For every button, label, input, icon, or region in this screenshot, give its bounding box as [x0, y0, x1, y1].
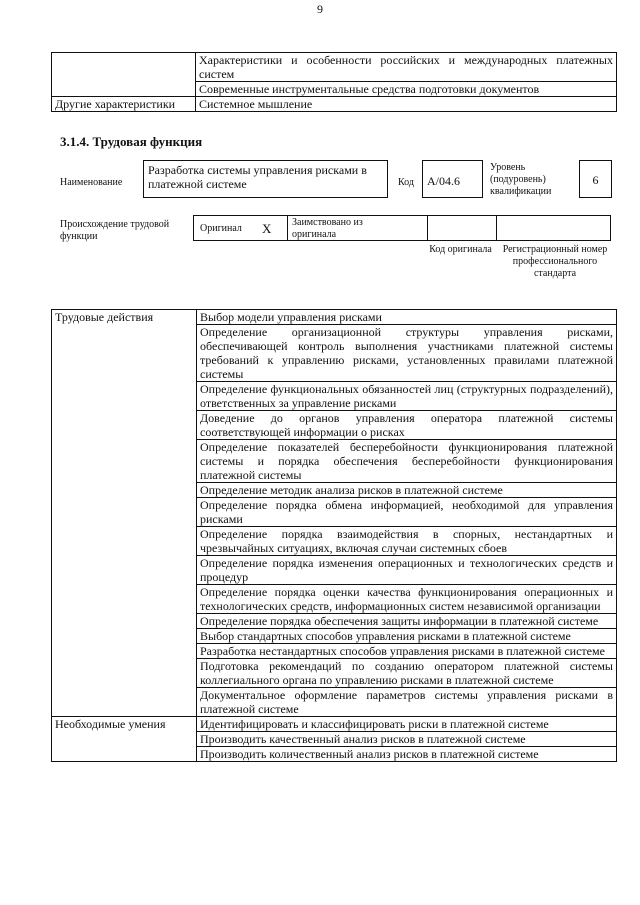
item-text: Производить качественный анализ рисков в платежной системе	[197, 732, 617, 747]
item-text: Определение функциональных обязанностей лиц (структурных подразделений), ответственных за управление рисками	[197, 382, 617, 411]
item-text: Определение порядка взаимодействия в спорных, нестандартных и чрезвычайных ситуациях, включая случаи системных сбоев	[197, 527, 617, 556]
origin-divider	[496, 216, 497, 240]
reg-number-caption: Регистрационный номер профессионального стандарта	[502, 244, 608, 279]
borrowed-label: Заимствовано из оригинала	[292, 217, 363, 240]
code-original-caption: Код оригинала	[429, 244, 492, 255]
code-label: Код	[398, 177, 414, 188]
original-mark: X	[262, 221, 272, 236]
item-text: Определение организационной структуры управления рисками, обеспечивающей контроль выполнения участниками платежной системы требований к управлению рисками, установленных правилами платежной системы	[197, 325, 617, 382]
item-text: Определение порядка обеспечения защиты информации в платежной системе	[197, 614, 617, 629]
other-characteristics-value: Системное мышление	[196, 97, 617, 112]
item-text: Документальное оформление параметров системы управления рисками в платежной системе	[197, 688, 617, 717]
page-number: 9	[317, 2, 323, 16]
item-text: Идентифицировать и классифицировать риски в платежной системе	[197, 717, 617, 732]
row-group-label: Необходимые умения	[52, 717, 197, 762]
labor-action-row	[52, 310, 617, 325]
item-text: Определение порядка обмена информацией, необходимой для управления рисками	[197, 498, 617, 527]
item-text: Подготовка рекомендаций по созданию оператором платежной системы коллегиального органа по управлению рисками в платежной системе	[197, 659, 617, 688]
level-label: Уровень (подуровень) квалификации	[490, 162, 552, 197]
item-text: Определение порядка изменения операционных и технологических средств и процедур	[197, 556, 617, 585]
empty-label-cell	[52, 53, 196, 97]
knowledge-item: Характеристики и особенности российских и международных платежных систем	[196, 53, 617, 82]
level-value-box: 6	[579, 160, 612, 198]
origin-box	[193, 215, 611, 241]
function-name-box: Разработка системы управления рисками в платежной системе	[143, 160, 388, 198]
function-details-table	[51, 309, 617, 762]
section-heading: 3.1.4. Трудовая функция	[60, 134, 203, 149]
name-label: Наименование	[60, 177, 123, 188]
item-text: Определение методик анализа рисков в платежной системе	[197, 483, 617, 498]
item-text: Определение порядка оценки качества функционирования операционных и технологических средств, информационных систем независимой организации	[197, 585, 617, 614]
origin-label: Происхождение трудовой функции	[60, 219, 170, 242]
origin-divider	[287, 216, 288, 240]
knowledge-item: Современные инструментальные средства подготовки документов	[196, 82, 617, 97]
row-label-other-characteristics: Другие характеристики	[52, 97, 196, 112]
item-text: Выбор модели управления рисками	[197, 310, 617, 325]
row-group-label: Трудовые действия	[52, 310, 197, 717]
skill-row	[52, 717, 617, 732]
item-text: Разработка нестандартных способов управления рисками в платежной системе	[197, 644, 617, 659]
qualification-table-continued	[51, 52, 617, 112]
item-text: Производить количественный анализ рисков в платежной системе	[197, 747, 617, 762]
item-text: Определение показателей бесперебойности функционирования платежной системы и порядка обеспечения бесперебойности функционирования платежной системы	[197, 440, 617, 483]
origin-divider	[427, 216, 428, 240]
item-text: Выбор стандартных способов управления рисками в платежной системе	[197, 629, 617, 644]
function-code-box: А/04.6	[422, 160, 483, 198]
item-text: Доведение до органов управления оператора платежной системы соответствующей информации о рисках	[197, 411, 617, 440]
original-label: Оригинал	[200, 223, 242, 234]
